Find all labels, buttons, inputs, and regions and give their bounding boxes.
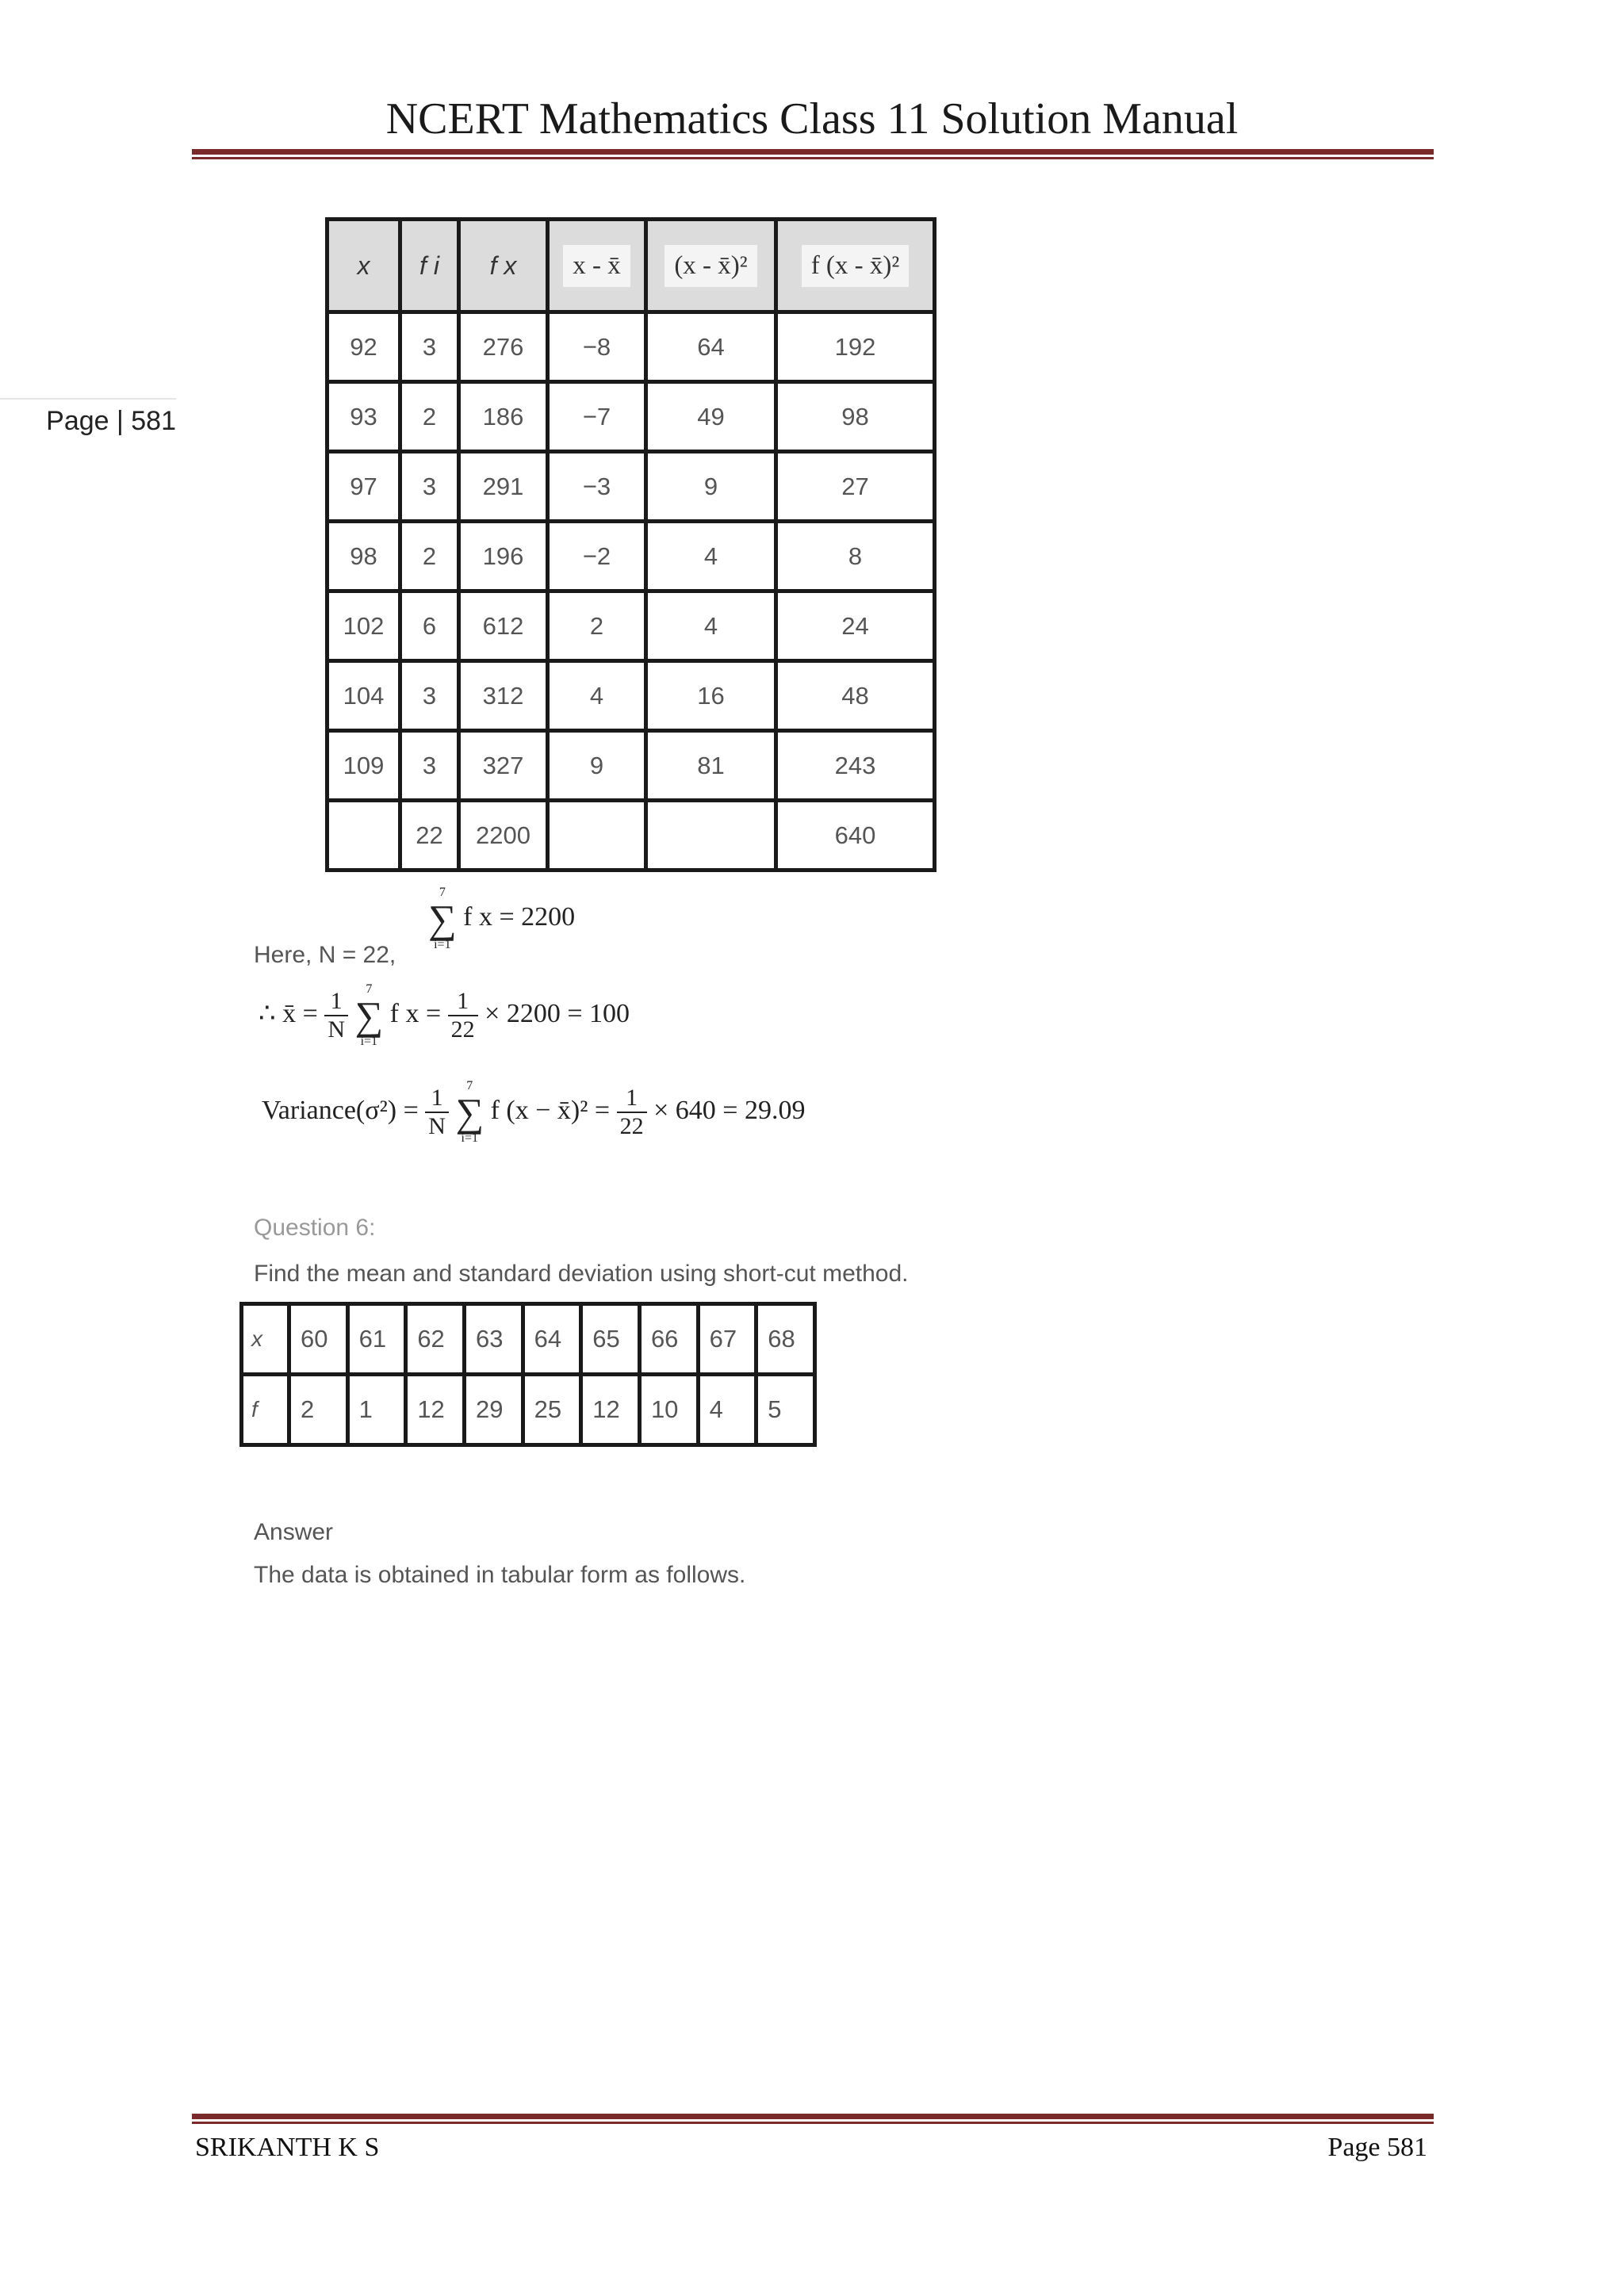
table-cell: 9: [646, 452, 776, 522]
table-cell: 10: [639, 1375, 698, 1445]
table-row: [327, 801, 935, 871]
sum-formula: 7 ∑ i=1 f x = 2200: [428, 886, 576, 951]
table-cell: 109: [327, 731, 400, 801]
table-row: [327, 452, 935, 522]
table-cell: 3: [400, 312, 459, 382]
table-cell: 186: [459, 382, 548, 452]
table-cell: 29: [464, 1375, 523, 1445]
table-row: [327, 312, 935, 382]
footer-page-number: Page 581: [1327, 2133, 1427, 2162]
table-cell: −8: [548, 312, 646, 382]
frequency-table: [239, 1302, 817, 1447]
table-row: [242, 1304, 815, 1375]
table1-header-cell: f i: [400, 220, 459, 312]
table-cell: 2: [548, 591, 646, 661]
table-cell: 63: [464, 1304, 523, 1375]
table-cell: 243: [776, 731, 935, 801]
table-cell: 98: [776, 382, 935, 452]
deviation-table: [325, 217, 936, 872]
table-row: [327, 522, 935, 591]
table-cell: 291: [459, 452, 548, 522]
table-cell: 1: [347, 1375, 406, 1445]
table-cell: −3: [548, 452, 646, 522]
table-cell: 24: [776, 591, 935, 661]
table-cell: [548, 801, 646, 871]
table-cell: 92: [327, 312, 400, 382]
table-cell: 25: [523, 1375, 581, 1445]
table-row: [327, 591, 935, 661]
footer-rule: [192, 2114, 1434, 2124]
header-rule: [192, 149, 1434, 159]
table-cell: 12: [406, 1375, 465, 1445]
table-cell: 312: [459, 661, 548, 731]
table-cell: 3: [400, 731, 459, 801]
side-page-number: Page | 581: [46, 406, 176, 436]
table-cell: −7: [548, 382, 646, 452]
table-cell: 93: [327, 382, 400, 452]
table-cell: 3: [400, 452, 459, 522]
table-cell: 5: [756, 1375, 815, 1445]
table-cell: 4: [548, 661, 646, 731]
answer-label: Answer: [254, 1519, 334, 1545]
table-cell: 102: [327, 591, 400, 661]
table-cell: 62: [406, 1304, 465, 1375]
table-cell: 3: [400, 661, 459, 731]
mean-formula: ∴ x̄ = $\frac{1}{N}$ 7 ∑ i=1 f x = $\frac{1}{22}$ × 2200 = 100: [259, 982, 630, 1048]
table-cell: 64: [646, 312, 776, 382]
table-cell: 192: [776, 312, 935, 382]
table-cell: 2: [289, 1375, 348, 1445]
question-label: Question 6:: [254, 1215, 376, 1241]
answer-text: The data is obtained in tabular form as follows.: [254, 1562, 746, 1588]
table-row: [242, 1375, 815, 1445]
table-row: [327, 661, 935, 731]
table1-header-cell: x - x̄: [548, 220, 646, 312]
side-tab-line: [0, 398, 176, 400]
table-cell: 327: [459, 731, 548, 801]
table1-header-cell: (x - x̄)²: [646, 220, 776, 312]
row-label: x: [242, 1304, 289, 1375]
table-cell: 4: [646, 591, 776, 661]
footer-author: SRIKANTH K S: [195, 2133, 380, 2162]
table-cell: 276: [459, 312, 548, 382]
table-cell: 4: [646, 522, 776, 591]
table-cell: 2200: [459, 801, 548, 871]
table-cell: 98: [327, 522, 400, 591]
table1-header-cell: x: [327, 220, 400, 312]
table-cell: 2: [400, 522, 459, 591]
table-cell: 196: [459, 522, 548, 591]
table-cell: 81: [646, 731, 776, 801]
table-cell: 27: [776, 452, 935, 522]
table1-header-cell: f (x - x̄)²: [776, 220, 935, 312]
table-cell: 612: [459, 591, 548, 661]
table-cell: 97: [327, 452, 400, 522]
table-cell: 12: [581, 1375, 640, 1445]
variance-formula: Variance(σ²) = $\frac{1}{N}$ 7 ∑ i=1 f (x − x̄)² = $\frac{1}{22}$ × 640 = 29.09: [262, 1079, 806, 1145]
page-header-title: NCERT Mathematics Class 11 Solution Manual: [385, 94, 1239, 144]
table-cell: 60: [289, 1304, 348, 1375]
table-row: [327, 382, 935, 452]
table-cell: 16: [646, 661, 776, 731]
table-cell: 66: [639, 1304, 698, 1375]
table-cell: 2: [400, 382, 459, 452]
table-cell: [646, 801, 776, 871]
table-cell: 22: [400, 801, 459, 871]
table-cell: 61: [347, 1304, 406, 1375]
row-label: f: [242, 1375, 289, 1445]
table-cell: 640: [776, 801, 935, 871]
table-cell: 49: [646, 382, 776, 452]
table-cell: [327, 801, 400, 871]
table-cell: 68: [756, 1304, 815, 1375]
table-cell: 104: [327, 661, 400, 731]
table-cell: 4: [698, 1375, 756, 1445]
table-cell: 48: [776, 661, 935, 731]
table-cell: 65: [581, 1304, 640, 1375]
here-n-text: Here, N = 22,: [254, 942, 396, 968]
table-cell: 9: [548, 731, 646, 801]
table1-header-cell: f x: [459, 220, 548, 312]
table-cell: 6: [400, 591, 459, 661]
table-cell: 67: [698, 1304, 756, 1375]
table-cell: 64: [523, 1304, 581, 1375]
question-text: Find the mean and standard deviation using short-cut method.: [254, 1261, 909, 1287]
table-cell: −2: [548, 522, 646, 591]
table-cell: 8: [776, 522, 935, 591]
table-row: [327, 731, 935, 801]
